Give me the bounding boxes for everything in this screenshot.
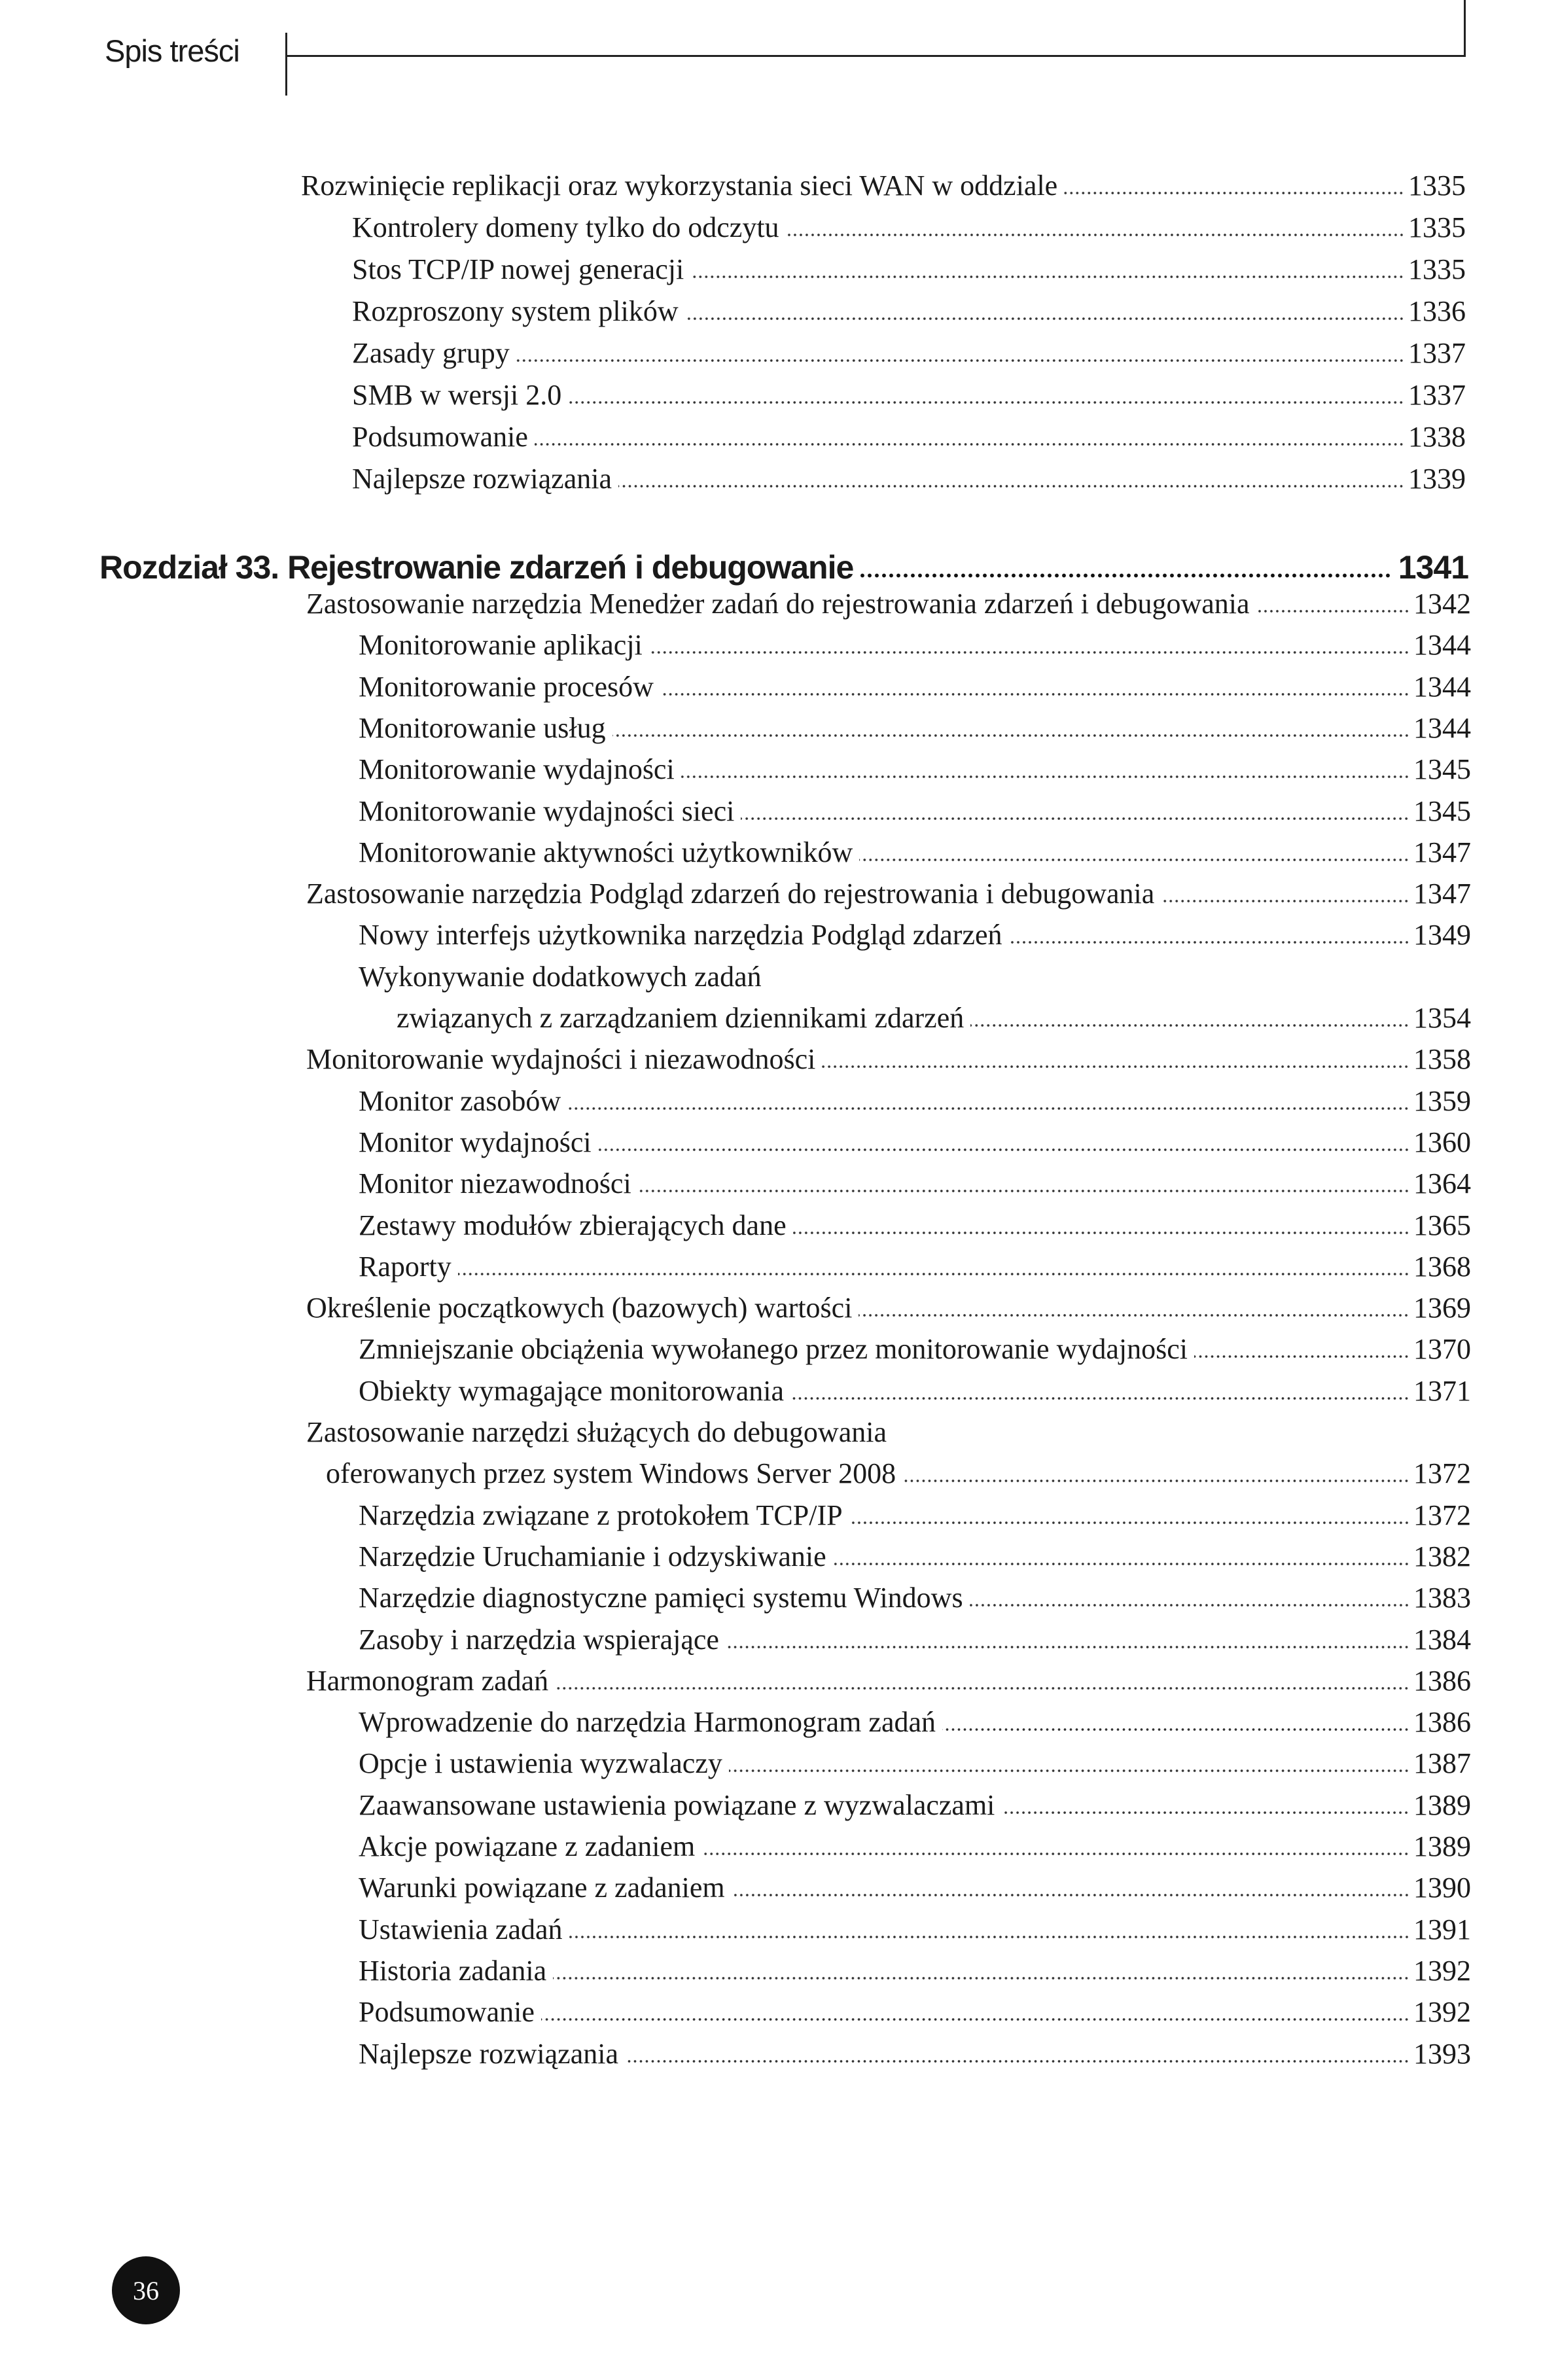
toc-entry bbox=[359, 1499, 1471, 1532]
toc-entry-page: 1371 bbox=[1413, 1374, 1471, 1407]
toc-entry bbox=[301, 169, 1466, 202]
toc-entry-title: Monitor wydajności bbox=[359, 1126, 592, 1158]
toc-entry-page: 1347 bbox=[1413, 836, 1471, 868]
toc-entry-page: 1368 bbox=[1413, 1250, 1471, 1283]
dot-leader bbox=[902, 1479, 1409, 1483]
toc-entry bbox=[359, 1871, 1471, 1904]
toc-entry-title: Zastosowanie narzędzia Podgląd zdarzeń do rejestrowania i debugowania bbox=[306, 878, 1155, 910]
toc-entry-title: Zmniejszanie obciążenia wywołanego przez monitorowanie wydajności bbox=[359, 1333, 1188, 1366]
page-number-badge bbox=[112, 2256, 180, 2324]
dot-leader bbox=[458, 1272, 1409, 1276]
toc-entry-title: Harmonogram zadań bbox=[306, 1664, 549, 1697]
dot-leader bbox=[726, 1645, 1409, 1649]
toc-entry bbox=[359, 1374, 1471, 1408]
toc-entry-page: 1358 bbox=[1413, 1043, 1471, 1076]
toc-entry-page: 1342 bbox=[1413, 588, 1471, 620]
header-rule-horizontal bbox=[285, 55, 1466, 57]
toc-entry-title: Wprowadzenie do narzędzia Harmonogram zadań bbox=[359, 1706, 936, 1739]
toc-entry-title: Zestawy modułów zbierających dane bbox=[359, 1209, 787, 1241]
toc-entry-page: 1386 bbox=[1413, 1706, 1471, 1739]
toc-entry bbox=[326, 1457, 1471, 1490]
dot-leader bbox=[860, 573, 1391, 578]
dot-leader bbox=[685, 317, 1404, 321]
dot-leader bbox=[638, 1189, 1409, 1193]
toc-entry-title: Monitorowanie aplikacji bbox=[359, 629, 643, 662]
toc-entry bbox=[359, 794, 1471, 828]
toc-entry-page: 1335 bbox=[1408, 253, 1466, 285]
toc-entry bbox=[352, 420, 1466, 453]
dot-leader bbox=[555, 1686, 1409, 1690]
dot-leader bbox=[859, 858, 1409, 862]
toc-entry bbox=[359, 1167, 1471, 1200]
toc-entry-title: Narzędzia związane z protokołem TCP/IP bbox=[359, 1499, 843, 1531]
toc-entry-title: Warunki powiązane z zadaniem bbox=[359, 1872, 725, 1904]
dot-leader bbox=[729, 1769, 1409, 1773]
toc-entry-title: Zastosowanie narzędzi służących do debugowania bbox=[306, 1416, 887, 1448]
chapter-heading bbox=[99, 548, 1468, 586]
toc-entry-page: 1369 bbox=[1413, 1292, 1471, 1324]
dot-leader bbox=[516, 359, 1404, 363]
dot-leader bbox=[553, 1976, 1409, 1980]
dot-leader bbox=[793, 1231, 1409, 1235]
toc-entry-page: 1344 bbox=[1413, 711, 1471, 744]
toc-entry bbox=[306, 587, 1471, 620]
dot-leader bbox=[970, 1603, 1409, 1607]
toc-entry-title: Monitorowanie wydajności i niezawodności bbox=[306, 1043, 816, 1076]
dot-leader bbox=[660, 692, 1409, 696]
dot-leader bbox=[790, 1396, 1409, 1400]
toc-entry-title: Akcje powiązane z zadaniem bbox=[359, 1830, 696, 1862]
header-rule-right bbox=[1464, 0, 1466, 57]
dot-leader bbox=[741, 817, 1409, 821]
toc-entry-page: 1370 bbox=[1413, 1333, 1471, 1366]
dot-leader bbox=[1194, 1355, 1409, 1359]
header-rule-vertical bbox=[285, 33, 287, 96]
toc-entry bbox=[359, 1623, 1471, 1656]
dot-leader bbox=[822, 1065, 1409, 1069]
dot-leader bbox=[833, 1562, 1409, 1566]
toc-entry-title: SMB w wersji 2.0 bbox=[352, 379, 562, 411]
toc-entry-title: związanych z zarządzaniem dziennikami zdarzeń bbox=[397, 1002, 965, 1034]
toc-entry-title: Monitor zasobów bbox=[359, 1084, 561, 1117]
dot-leader bbox=[535, 442, 1404, 446]
toc-entry-title: Opcje i ustawienia wyzwalaczy bbox=[359, 1747, 722, 1780]
toc-entry-page: 1345 bbox=[1413, 753, 1471, 786]
dot-leader bbox=[569, 1935, 1409, 1939]
toc-entry bbox=[352, 253, 1466, 286]
toc-entry bbox=[359, 960, 1471, 993]
dot-leader bbox=[859, 1313, 1409, 1317]
toc-entry-title: Monitorowanie usług bbox=[359, 711, 606, 744]
dot-leader bbox=[568, 400, 1404, 404]
toc-entry-page: 1365 bbox=[1413, 1209, 1471, 1241]
toc-entry-title: Monitorowanie wydajności sieci bbox=[359, 794, 735, 827]
toc-entry-title: Nowy interfejs użytkownika narzędzia Podgląd zdarzeń bbox=[359, 919, 1002, 951]
toc-entry-page: 1392 bbox=[1413, 1996, 1471, 2029]
page-number: 36 bbox=[133, 2275, 159, 2305]
dot-leader bbox=[598, 1148, 1409, 1152]
toc-entry-title: Najlepsze rozwiązania bbox=[359, 2037, 618, 2070]
toc-entry-page: 1345 bbox=[1413, 794, 1471, 827]
dot-leader bbox=[1009, 940, 1409, 944]
toc-entry-title: Monitorowanie procesów bbox=[359, 670, 654, 703]
toc-entry bbox=[359, 1540, 1471, 1573]
toc-entry bbox=[359, 1913, 1471, 1946]
toc-entry-title: Określenie początkowych (bazowych) wartości bbox=[306, 1292, 853, 1324]
toc-entry-page: 1347 bbox=[1413, 878, 1471, 910]
toc-entry bbox=[359, 1209, 1471, 1242]
dot-leader bbox=[849, 1521, 1409, 1525]
toc-entry-page: 1349 bbox=[1413, 919, 1471, 951]
dot-leader bbox=[732, 1893, 1409, 1897]
toc-entry bbox=[359, 1126, 1471, 1159]
toc-entry bbox=[352, 336, 1466, 370]
toc-entry-title: Wykonywanie dodatkowych zadań bbox=[359, 960, 762, 993]
toc-entry-title: Monitorowanie wydajności bbox=[359, 753, 675, 786]
toc-entry bbox=[359, 1332, 1471, 1366]
toc-entry-page: 1344 bbox=[1413, 629, 1471, 662]
toc-entry-page: 1364 bbox=[1413, 1167, 1471, 1200]
dot-leader bbox=[690, 275, 1404, 279]
toc-entry-page: 1354 bbox=[1413, 1002, 1471, 1034]
toc-entry-title: Zasady grupy bbox=[352, 337, 510, 369]
toc-entry bbox=[352, 462, 1466, 495]
toc-entry bbox=[397, 1001, 1471, 1035]
toc-entry bbox=[359, 1250, 1471, 1283]
toc-entry-title: Kontrolery domeny tylko do odczytu bbox=[352, 211, 779, 243]
dot-leader bbox=[786, 233, 1404, 237]
toc-entry-page: 1335 bbox=[1408, 211, 1466, 243]
dot-leader bbox=[1256, 609, 1409, 613]
toc-entry bbox=[306, 877, 1471, 910]
toc-entry-title: Rozwinięcie replikacji oraz wykorzystania sieci WAN w oddziale bbox=[301, 169, 1058, 202]
chapter-page: 1341 bbox=[1398, 549, 1468, 586]
toc-entry-title: Zasoby i narzędzia wspierające bbox=[359, 1623, 719, 1656]
toc-entry bbox=[359, 1788, 1471, 1822]
toc-entry-page: 1359 bbox=[1413, 1084, 1471, 1117]
dot-leader bbox=[618, 484, 1404, 488]
toc-entry-title: Monitor niezawodności bbox=[359, 1167, 631, 1200]
toc-entry bbox=[359, 1954, 1471, 1987]
toc-entry bbox=[352, 294, 1466, 328]
toc-entry bbox=[359, 1747, 1471, 1780]
dot-leader bbox=[1161, 899, 1409, 903]
running-header-title: Spis treści bbox=[105, 33, 239, 68]
toc-entry bbox=[352, 211, 1466, 244]
toc-entry bbox=[359, 918, 1471, 951]
toc-entry bbox=[359, 753, 1471, 786]
chapter-title: Rozdział 33. Rejestrowanie zdarzeń i debugowanie bbox=[99, 549, 854, 586]
toc-entry bbox=[306, 1664, 1471, 1697]
toc-entry-title: Podsumowanie bbox=[352, 421, 528, 453]
dot-leader bbox=[612, 734, 1409, 737]
toc-entry-page: 1387 bbox=[1413, 1747, 1471, 1780]
toc-entry-page: 1338 bbox=[1408, 421, 1466, 453]
toc-entry-title: Raporty bbox=[359, 1250, 452, 1283]
toc-entry-page: 1390 bbox=[1413, 1872, 1471, 1904]
toc-entry-page: 1393 bbox=[1413, 2037, 1471, 2070]
toc-entry-title: Ustawienia zadań bbox=[359, 1913, 563, 1945]
toc-entry-page: 1372 bbox=[1413, 1499, 1471, 1531]
toc-entry-page: 1382 bbox=[1413, 1540, 1471, 1572]
toc-entry bbox=[306, 1415, 1471, 1449]
toc-entry bbox=[352, 378, 1466, 412]
toc-entry-title: Zaawansowane ustawienia powiązane z wyzwalaczami bbox=[359, 1788, 995, 1821]
toc-entry-title: Najlepsze rozwiązania bbox=[352, 463, 612, 495]
toc-entry-page: 1360 bbox=[1413, 1126, 1471, 1158]
toc-entry-title: Rozproszony system plików bbox=[352, 295, 679, 327]
toc-entry-title: Monitorowanie aktywności użytkowników bbox=[359, 836, 853, 868]
toc-entry bbox=[359, 1995, 1471, 2029]
toc-entry-title: Zastosowanie narzędzia Menedżer zadań do rejestrowania zdarzeń i debugowania bbox=[306, 588, 1250, 620]
dot-leader bbox=[1001, 1811, 1409, 1815]
dot-leader bbox=[625, 2059, 1409, 2063]
toc-entry-page: 1335 bbox=[1408, 169, 1466, 202]
toc-entry bbox=[306, 1291, 1471, 1324]
toc-entry-title: Narzędzie Uruchamianie i odzyskiwanie bbox=[359, 1540, 826, 1572]
dot-leader bbox=[649, 650, 1409, 654]
toc-entry-title: Podsumowanie bbox=[359, 1996, 535, 2029]
dot-leader bbox=[970, 1023, 1409, 1027]
toc-entry-page: 1392 bbox=[1413, 1954, 1471, 1987]
toc-entry-page: 1386 bbox=[1413, 1664, 1471, 1697]
dot-leader bbox=[942, 1728, 1409, 1732]
toc-entry bbox=[306, 1042, 1471, 1076]
toc-entry bbox=[359, 1581, 1471, 1614]
toc-entry-page: 1389 bbox=[1413, 1830, 1471, 1862]
toc-entry-page: 1339 bbox=[1408, 463, 1466, 495]
toc-entry bbox=[359, 2037, 1471, 2070]
dot-leader bbox=[1064, 191, 1404, 195]
toc-entry bbox=[359, 711, 1471, 745]
toc-entry-title: oferowanych przez system Windows Server 2008 bbox=[326, 1457, 896, 1490]
toc-entry bbox=[359, 836, 1471, 869]
toc-entry bbox=[359, 628, 1471, 662]
dot-leader bbox=[701, 1852, 1409, 1856]
dot-leader bbox=[681, 775, 1409, 779]
toc-entry-page: 1372 bbox=[1413, 1457, 1471, 1490]
toc-entry-page: 1384 bbox=[1413, 1623, 1471, 1656]
toc-entry bbox=[359, 670, 1471, 703]
toc-entry-page: 1389 bbox=[1413, 1788, 1471, 1821]
toc-entry-title: Historia zadania bbox=[359, 1954, 547, 1987]
toc-entry-page: 1337 bbox=[1408, 379, 1466, 411]
toc-entry-page: 1336 bbox=[1408, 295, 1466, 327]
toc-entry bbox=[359, 1084, 1471, 1118]
toc-entry-title: Obiekty wymagające monitorowania bbox=[359, 1374, 785, 1407]
toc-entry-page: 1344 bbox=[1413, 670, 1471, 703]
toc-entry-page: 1337 bbox=[1408, 337, 1466, 369]
toc-entry-page: 1383 bbox=[1413, 1582, 1471, 1614]
dot-leader bbox=[541, 2017, 1409, 2021]
toc-entry bbox=[359, 1830, 1471, 1863]
toc-entry-page: 1391 bbox=[1413, 1913, 1471, 1945]
toc-entry-title: Narzędzie diagnostyczne pamięci systemu Windows bbox=[359, 1582, 963, 1614]
toc-entry-title: Stos TCP/IP nowej generacji bbox=[352, 253, 684, 285]
toc-entry bbox=[359, 1705, 1471, 1739]
dot-leader bbox=[567, 1107, 1409, 1110]
